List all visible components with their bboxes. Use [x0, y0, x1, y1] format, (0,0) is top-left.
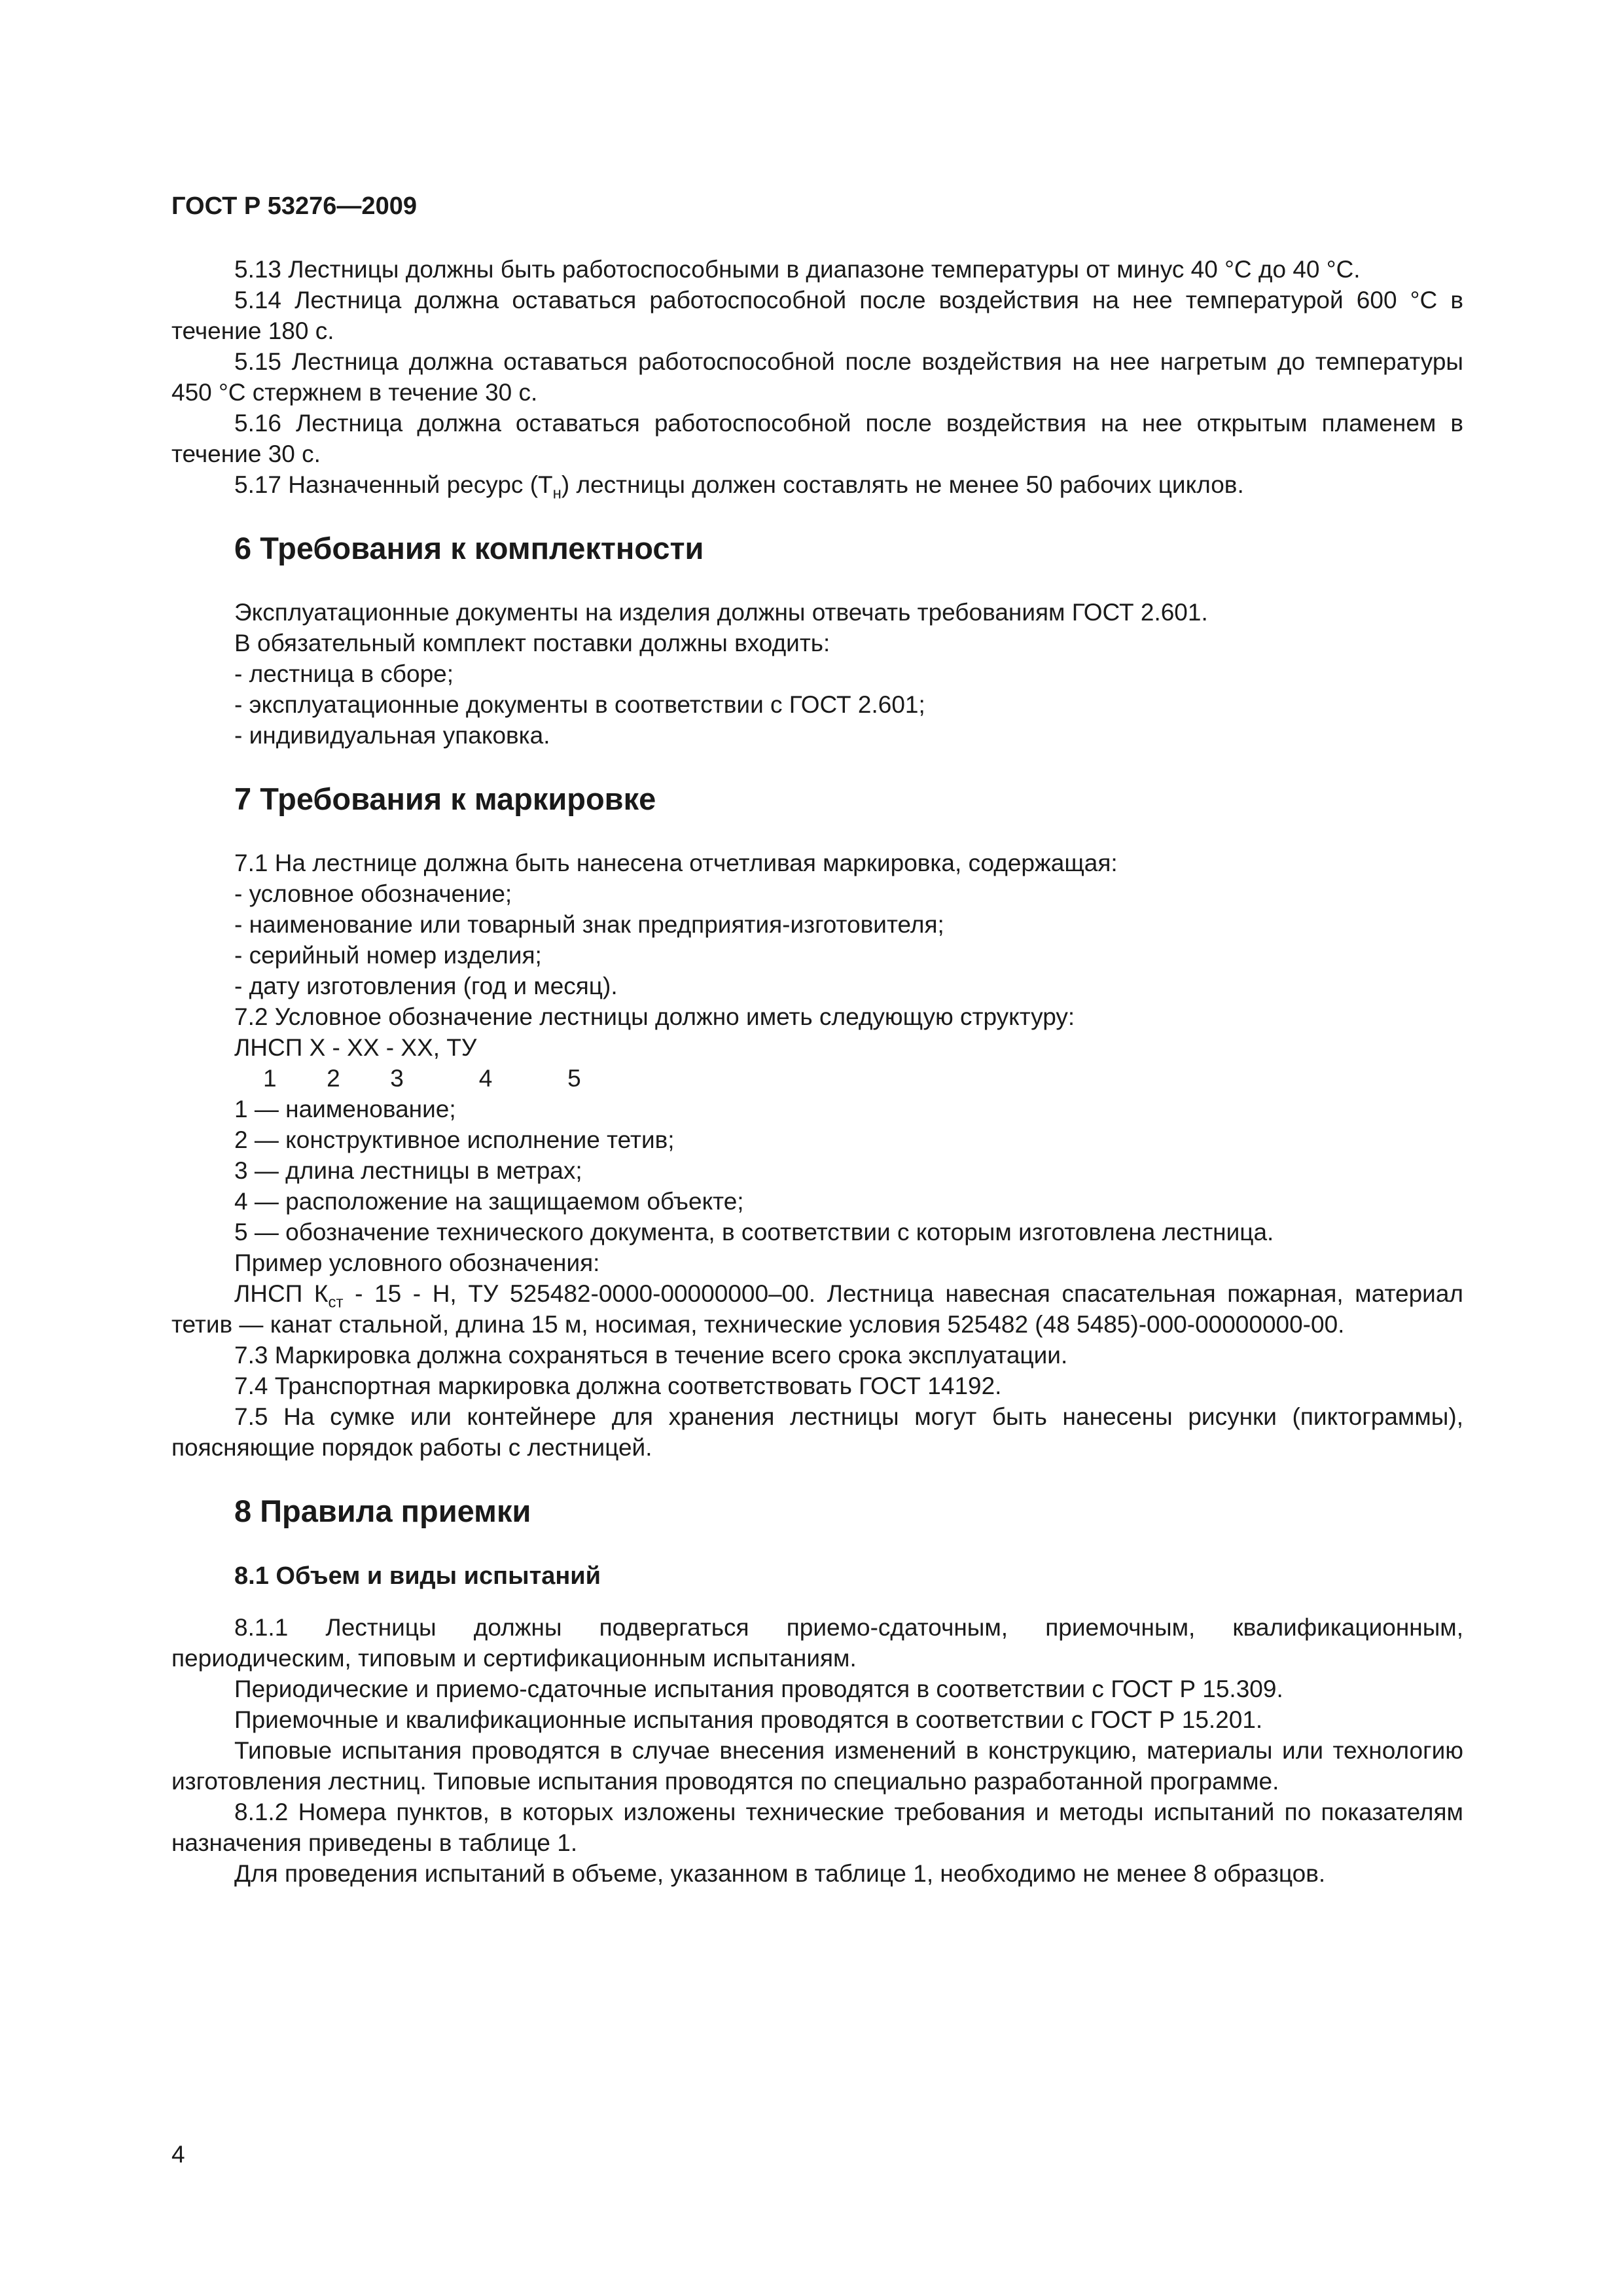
clause-7-5: 7.5 На сумке или контейнере для хранения лестницы могут быть нанесены рисунки (пиктограммы), поясняющие порядок работы с лестницей. — [171, 1403, 1463, 1461]
clause-7-1: 7.1 На лестнице должна быть нанесена отчетливая маркировка, содержащая: — [234, 850, 1118, 876]
designation-example-subscript: ст — [328, 1293, 344, 1312]
designation-legend-item: 2 — конструктивное исполнение тетив; — [234, 1126, 675, 1153]
marking-list-item: - серийный номер изделия; — [234, 942, 542, 969]
document-page — [171, 190, 1463, 1889]
clause-5-17 — [171, 469, 1463, 503]
clause-5-14: 5.14 Лестница должна оставаться работоспособной после воздействия на нее температурой 600 °C в течение 180 с. — [171, 287, 1463, 344]
clause-5-17-text: 5.17 Назначенный ресурс (Т — [234, 471, 553, 498]
designation-legend-item: 3 — длина лестницы в метрах; — [234, 1157, 582, 1184]
marking-list-item: - условное обозначение; — [234, 880, 512, 907]
section-6-line: В обязательный комплект поставки должны входить: — [234, 630, 830, 656]
section-7-heading: 7 Требования к маркировке — [234, 781, 656, 816]
section-6-list-item: - эксплуатационные документы в соответствии с ГОСТ 2.601; — [234, 691, 925, 718]
page-number: 4 — [171, 2141, 185, 2168]
designation-example — [171, 1278, 1463, 1340]
section-6-line: Эксплуатационные документы на изделия должны отвечать требованиям ГОСТ 2.601. — [234, 599, 1208, 626]
designation-example-text: ЛНСП К — [234, 1280, 329, 1307]
section-8-paragraph: Приемочные и квалификационные испытания проводятся в соответствии с ГОСТ Р 15.201. — [234, 1706, 1263, 1733]
designation-example-label: Пример условного обозначения: — [234, 1249, 600, 1276]
section-8-paragraph: Периодические и приемо-сдаточные испытания проводятся в соответствии с ГОСТ Р 15.309. — [234, 1676, 1283, 1702]
designation-legend-item: 1 — наименование; — [234, 1096, 456, 1122]
section-6-list-item: - индивидуальная упаковка. — [234, 722, 550, 749]
clause-5-13: 5.13 Лестницы должны быть работоспособными в диапазоне температуры от минус 40 °C до 40 °C. — [234, 256, 1361, 283]
section-6-heading: 6 Требования к комплектности — [234, 531, 704, 565]
clause-5-15: 5.15 Лестница должна оставаться работоспособной после воздействия на нее нагретым до температуры 450 °C стержнем в течение 30 с. — [171, 348, 1463, 406]
clause-8-1-1: 8.1.1 Лестницы должны подвергаться приемо-сдаточным, приемочным, квалификационным, периодическим, типовым и сертификационным испытаниям. — [171, 1614, 1463, 1672]
document-code: ГОСТ Р 53276—2009 — [171, 192, 417, 220]
designation-structure: ЛНСП Х - ХХ - ХХ, ТУ — [234, 1034, 477, 1061]
clause-7-4: 7.4 Транспортная маркировка должна соответствовать ГОСТ 14192. — [234, 1372, 1002, 1399]
subsection-8-1-heading: 8.1 Объем и виды испытаний — [234, 1562, 601, 1590]
marking-list-item: - наименование или товарный знак предприятия-изготовителя; — [234, 911, 944, 938]
designation-legend-item: 4 — расположение на защищаемом объекте; — [234, 1188, 744, 1215]
clause-5-16: 5.16 Лестница должна оставаться работоспособной после воздействия на нее открытым пламенем в течение 30 с. — [171, 410, 1463, 467]
clause-5-17-text-end: ) лестницы должен составлять не менее 50 рабочих циклов. — [561, 471, 1244, 498]
clause-7-3: 7.3 Маркировка должна сохраняться в течение всего срока эксплуатации. — [234, 1342, 1068, 1369]
designation-legend-item: 5 — обозначение технического документа, в соответствии с которым изготовлена лестница. — [234, 1219, 1274, 1246]
marking-list-item: - дату изготовления (год и месяц). — [234, 973, 618, 999]
section-8-heading: 8 Правила приемки — [234, 1494, 531, 1528]
clause-7-2: 7.2 Условное обозначение лестницы должно иметь следующую структуру: — [234, 1003, 1075, 1030]
section-6-list-item: - лестница в сборе; — [234, 660, 454, 687]
section-8-paragraph: Типовые испытания проводятся в случае внесения изменений в конструкцию, материалы или технологию изготовления лестниц. Типовые испытания проводятся по специально разработанной программе. — [171, 1737, 1463, 1795]
clause-5-17-subscript: н — [552, 484, 562, 503]
section-8-paragraph: Для проведения испытаний в объеме, указанном в таблице 1, необходимо не менее 8 образцов. — [234, 1860, 1326, 1887]
designation-example-text-end: - 15 - Н, ТУ 525482-0000-00000000–00. Лестница навесная спасательная пожарная, материал тетив — канат стальной, длина 15 м, носимая, технические условия 525482 (48 5485)-000-00000000-00. — [171, 1280, 1463, 1338]
designation-structure-numbers: 1 2 3 4 5 — [263, 1065, 581, 1092]
clause-8-1-2: 8.1.2 Номера пунктов, в которых изложены технические требования и методы испытаний по показателям назначения приведены в таблице 1. — [171, 1799, 1463, 1856]
